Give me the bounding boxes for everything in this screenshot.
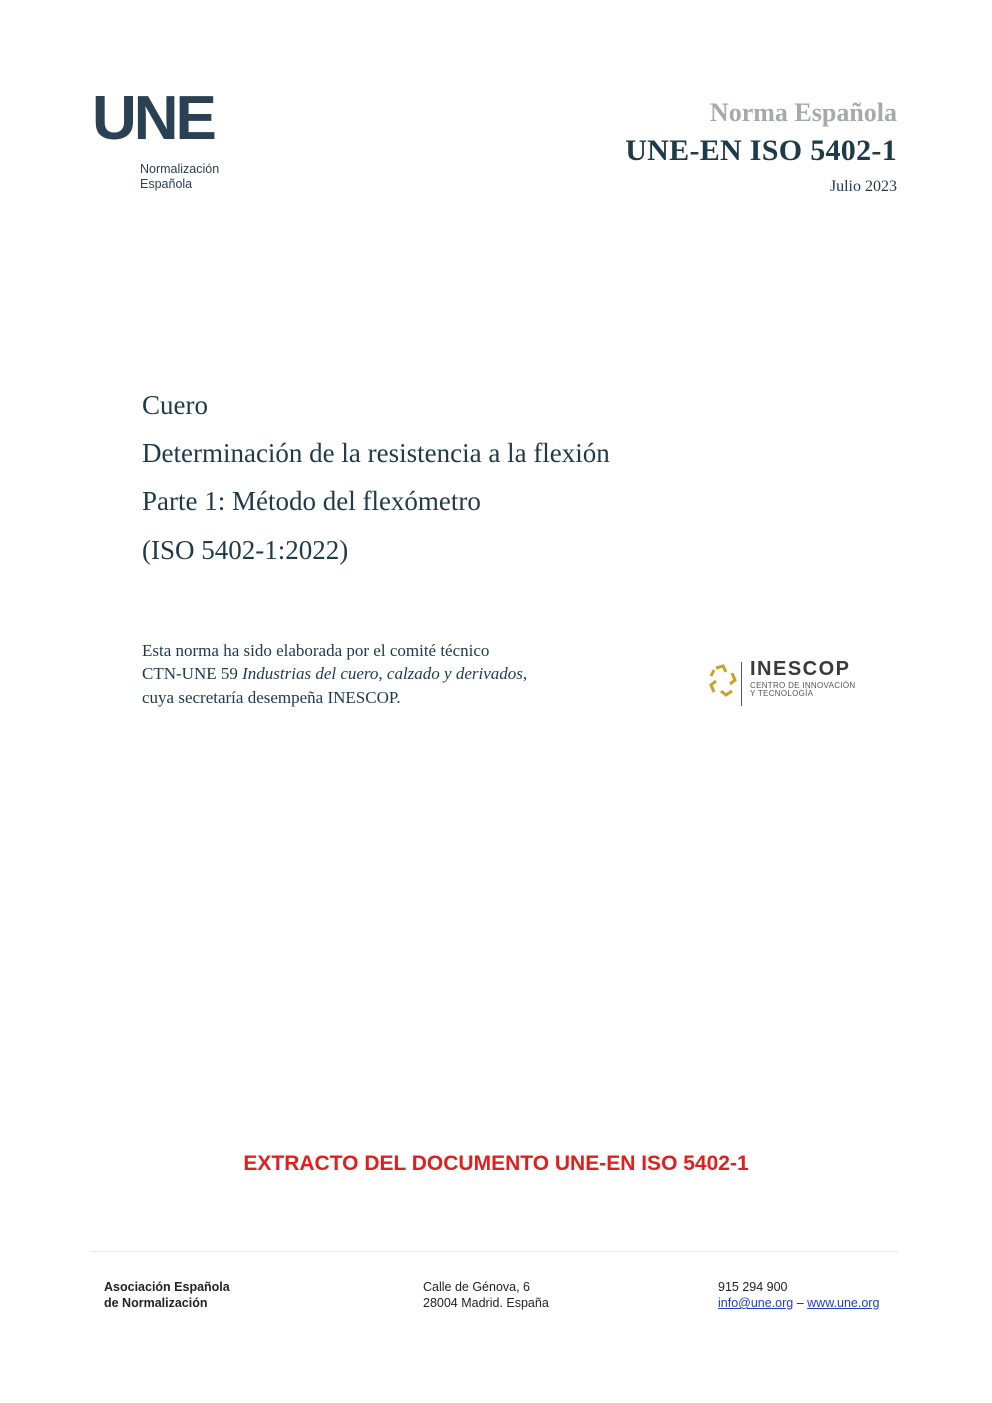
committee-line-2: [142, 664, 527, 684]
norma-code: UNE-EN ISO 5402-1: [625, 134, 897, 167]
footer-address: [423, 1279, 549, 1311]
committee-line-3: cuya secretaría desempeña INESCOP.: [142, 688, 401, 707]
une-logo: [92, 84, 242, 195]
norma-date: Julio 2023: [829, 178, 897, 195]
une-logo-sub2: Española: [140, 177, 193, 191]
footer-address-line-1: Calle de Génova, 6: [423, 1280, 531, 1294]
footer-org-line-1: Asociación Española: [104, 1280, 230, 1294]
footer-divider: [92, 1251, 898, 1252]
inescop-tag2: Y TECNOLOGÍA: [750, 689, 814, 698]
une-logo-sub1: Normalización: [140, 162, 220, 176]
footer-links: [718, 1295, 879, 1311]
website-link[interactable]: www.une.org: [807, 1296, 880, 1310]
title-line-4: (ISO 5402-1:2022): [142, 535, 349, 565]
title-line-3: Parte 1: Método del flexómetro: [142, 486, 481, 516]
footer-link-separator: –: [793, 1296, 808, 1310]
committee-name: Industrias del cuero, calzado y derivados: [242, 664, 523, 683]
footer-organization: [104, 1279, 230, 1311]
committee-code: CTN-UNE 59: [142, 664, 243, 683]
inescop-separator: [741, 662, 742, 706]
footer-address-line-2: 28004 Madrid. España: [423, 1296, 549, 1310]
inescop-tag1: CENTRO DE INNOVACIÓN: [750, 681, 856, 690]
email-link[interactable]: info@une.org: [718, 1296, 794, 1310]
committee-comma: ,: [522, 664, 528, 683]
title-line-2: Determinación de la resistencia a la flexión: [142, 438, 610, 468]
footer-contact: [718, 1279, 879, 1311]
une-logo-subtitle: [140, 162, 219, 192]
norma-label: Norma Española: [709, 98, 897, 127]
extract-notice: EXTRACTO DEL DOCUMENTO UNE-EN ISO 5402-1: [243, 1152, 749, 1175]
inescop-tagline: [750, 682, 855, 698]
title-line-1: Cuero: [142, 390, 208, 420]
inescop-logo: [708, 658, 878, 710]
committee-line-1: Esta norma ha sido elaborada por el comité técnico: [142, 641, 490, 660]
inescop-name: INESCOP: [750, 658, 851, 680]
footer-org-line-2: de Normalización: [104, 1296, 208, 1310]
une-logo-mark: UNE: [92, 84, 214, 153]
inescop-emblem-icon: [708, 664, 738, 698]
footer-phone: 915 294 900: [718, 1280, 788, 1294]
